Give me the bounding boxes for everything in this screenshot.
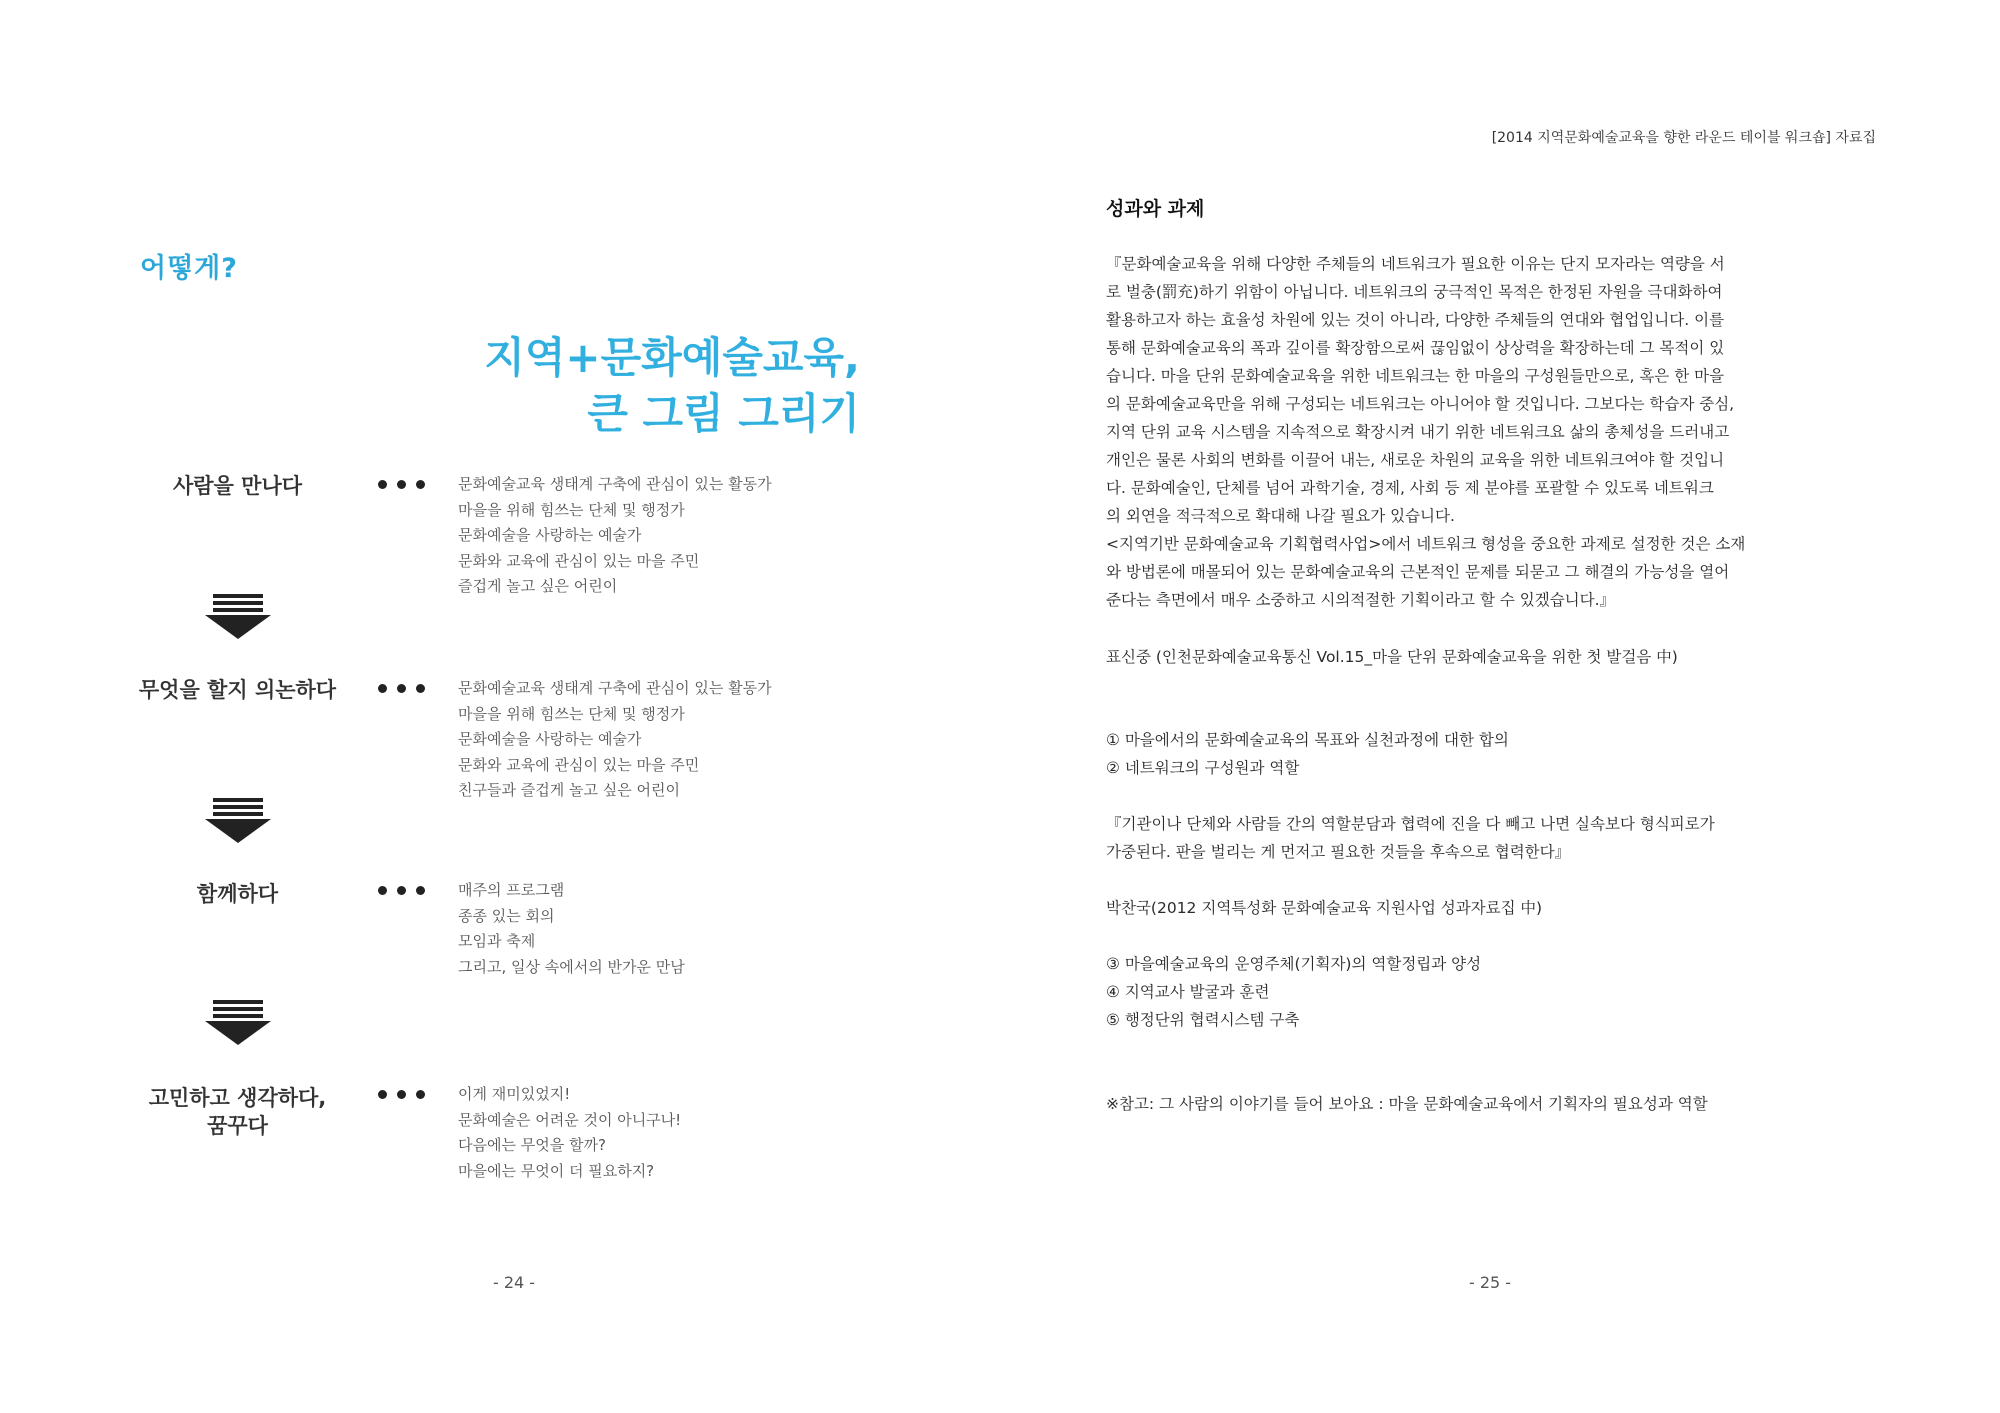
quote-source-2: 박찬국(2012 지역특성화 문화예술교육 지원사업 성과자료집 中) <box>1106 899 1543 917</box>
dot-icon <box>378 886 387 895</box>
list-item: 즐겁게 놀고 싶은 어린이 <box>458 577 618 596</box>
text-line: 의 외연을 적극적으로 확대해 나갈 필요가 있습니다. <box>1106 507 1455 525</box>
main-heading-line: 큰 그림 그리기 <box>587 389 860 438</box>
main-heading-line: 지역+문화예술교육, <box>484 333 860 382</box>
text-line: 습니다. 마을 단위 문화예술교육을 위한 네트워크는 한 마을의 구성원들만으로, 혹은 한 마을 <box>1106 367 1725 385</box>
dot-icon <box>397 480 406 489</box>
step-list-dream <box>458 1082 681 1184</box>
text-line: 『문화예술교육을 위해 다양한 주체들의 네트워크가 필요한 이유는 단지 모자라는 역량을 서 <box>1106 255 1725 273</box>
list-item: 문화예술을 사랑하는 예술가 <box>458 730 642 749</box>
list-item: 문화와 교육에 관심이 있는 마을 주민 <box>458 551 700 570</box>
list-item: 모임과 축제 <box>458 932 536 951</box>
step-label-line: 무엇을 할지 의논하다 <box>138 678 337 702</box>
list-item: 문화와 교육에 관심이 있는 마을 주민 <box>458 755 700 774</box>
step-label-meet <box>120 472 355 500</box>
dot-icon <box>397 1090 406 1099</box>
dot-icon <box>416 886 425 895</box>
quote-paragraph-1 <box>1106 250 1878 614</box>
step-list-meet <box>458 472 772 600</box>
step-list-discuss <box>458 676 772 804</box>
step-label-discuss <box>120 676 355 704</box>
dot-icon <box>397 684 406 693</box>
points-list-a <box>1106 726 1509 782</box>
list-item: ③ 마을예술교육의 운영주체(기획자)의 역할정립과 양성 <box>1106 955 1482 973</box>
dot-icon <box>378 480 387 489</box>
text-line: 개인은 물론 사회의 변화를 이끌어 내는, 새로운 차원의 교육을 위한 네트워크여야 할 것입니 <box>1106 451 1725 469</box>
step-label-line: 꿈꾸다 <box>207 1114 268 1138</box>
points-list-b <box>1106 950 1481 1034</box>
down-arrow-icon <box>205 594 271 639</box>
list-item: 친구들과 즐겁게 놀고 싶은 어린이 <box>458 781 680 800</box>
list-item: 마을에는 무엇이 더 필요하지? <box>458 1161 655 1180</box>
list-item: 이게 재미있었지! <box>458 1085 571 1103</box>
reference-note: ※참고: 그 사람의 이야기를 들어 보아요 : 마을 문화예술교육에서 기획자의 필요성과 역할 <box>1106 1095 1708 1113</box>
text-line: 통해 문화예술교육의 폭과 깊이를 확장함으로써 끊임없이 상상력을 확장하는데 그 목적이 있 <box>1106 339 1725 357</box>
bullet-dots <box>378 480 425 489</box>
step-list-together <box>458 878 685 980</box>
dot-icon <box>397 886 406 895</box>
list-item: 마을을 위해 힘쓰는 단체 및 행정가 <box>458 500 685 519</box>
running-header: [2014 지역문화예술교육을 향한 라운드 테이블 워크숍] 자료집 <box>1491 130 1876 146</box>
section-title: 성과와 과제 <box>1106 198 1205 220</box>
step-label-line: 함께하다 <box>196 882 279 906</box>
list-item: ① 마을에서의 문화예술교육의 목표와 실천과정에 대한 합의 <box>1106 731 1509 749</box>
dot-icon <box>378 1090 387 1099</box>
dot-icon <box>416 1090 425 1099</box>
how-title: 어떻게? <box>140 253 238 284</box>
page-number-left: - 24 - <box>493 1273 536 1292</box>
list-item: 문화예술교육 생태계 구축에 관심이 있는 활동가 <box>458 679 772 697</box>
step-label-dream <box>120 1084 355 1140</box>
list-item: 종종 있는 회의 <box>458 906 555 925</box>
list-item: 다음에는 무엇을 할까? <box>458 1136 606 1155</box>
down-arrow-icon <box>205 798 271 843</box>
text-line: <지역기반 문화예술교육 기획협력사업>에서 네트워크 형성을 중요한 과제로 설정한 것은 소재 <box>1106 535 1746 553</box>
text-line: 의 문화예술교육만을 위해 구성되는 네트워크는 아니어야 할 것입니다. 그보다는 학습자 중심, <box>1106 395 1735 413</box>
quote-source-1: 표신중 (인천문화예술교육통신 Vol.15_마을 단위 문화예술교육을 위한 첫 발걸음 中) <box>1106 648 1678 666</box>
text-line: 『기관이나 단체와 사람들 간의 역할분담과 협력에 진을 다 빼고 나면 실속보다 형식피로가 <box>1106 815 1715 833</box>
text-line: 다. 문화예술인, 단체를 넘어 과학기술, 경제, 사회 등 제 분야를 포괄할 수 있도록 네트워크 <box>1106 479 1714 497</box>
step-label-line: 고민하고 생각하다, <box>148 1086 327 1110</box>
down-arrow-icon <box>205 1000 271 1045</box>
list-item: ④ 지역교사 발굴과 훈련 <box>1106 983 1270 1001</box>
page-number-right: - 25 - <box>1469 1273 1512 1292</box>
list-item: 그리고, 일상 속에서의 반가운 만남 <box>458 957 685 976</box>
list-item: 문화예술교육 생태계 구축에 관심이 있는 활동가 <box>458 475 772 493</box>
dot-icon <box>378 684 387 693</box>
dot-icon <box>416 480 425 489</box>
bullet-dots <box>378 1090 425 1099</box>
text-line: 가중된다. 판을 벌리는 게 먼저고 필요한 것들을 후속으로 협력한다』 <box>1106 843 1571 861</box>
list-item: 마을을 위해 힘쓰는 단체 및 행정가 <box>458 704 685 723</box>
list-item: 매주의 프로그램 <box>458 881 565 899</box>
list-item: ② 네트워크의 구성원과 역할 <box>1106 759 1300 777</box>
text-line: 지역 단위 교육 시스템을 지속적으로 확장시켜 내기 위한 네트워크요 삶의 총체성을 드러내고 <box>1106 423 1730 441</box>
text-line: 준다는 측면에서 매우 소중하고 시의적절한 기획이라고 할 수 있겠습니다.』 <box>1106 591 1616 609</box>
list-item: 문화예술을 사랑하는 예술가 <box>458 526 642 545</box>
dot-icon <box>416 684 425 693</box>
list-item: 문화예술은 어려운 것이 아니구나! <box>458 1110 682 1129</box>
step-label-together <box>120 880 355 908</box>
bullet-dots <box>378 886 425 895</box>
step-label-line: 사람을 만나다 <box>172 474 303 498</box>
list-item: ⑤ 행정단위 협력시스템 구축 <box>1106 1011 1300 1029</box>
bullet-dots <box>378 684 425 693</box>
text-line: 와 방법론에 매몰되어 있는 문화예술교육의 근본적인 문제를 되묻고 그 해결의 가능성을 열어 <box>1106 563 1730 581</box>
quote-paragraph-2 <box>1106 810 1878 866</box>
text-line: 활용하고자 하는 효율성 차원에 있는 것이 아니라, 다양한 주체들의 연대와 협업입니다. 이를 <box>1106 311 1725 329</box>
main-heading <box>440 330 860 442</box>
text-line: 로 벌충(罰充)하기 위함이 아닙니다. 네트워크의 궁극적인 목적은 한정된 자원을 극대화하여 <box>1106 283 1723 301</box>
